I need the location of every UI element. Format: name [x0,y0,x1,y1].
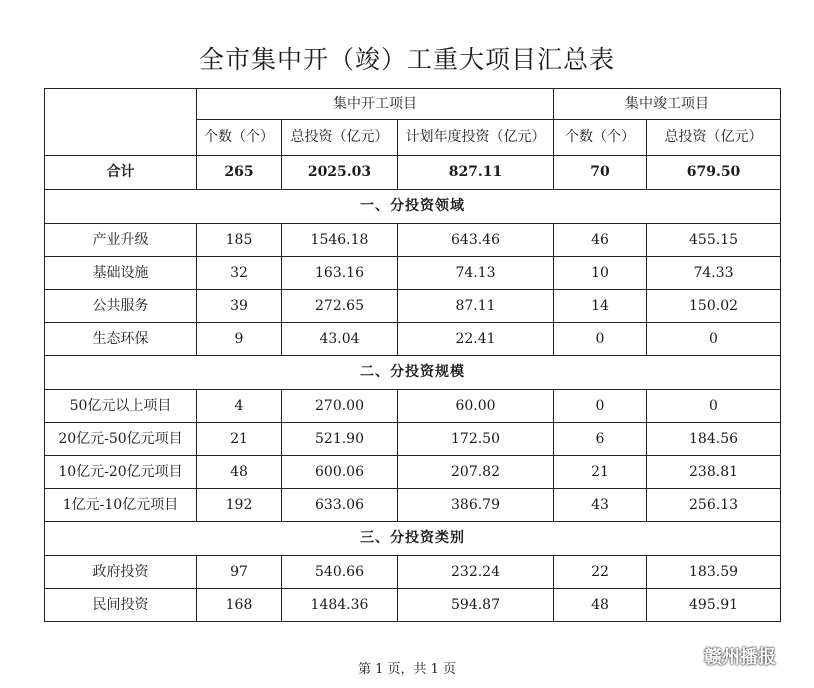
cell-finish-count: 22 [554,556,647,589]
cell-finish-invest: 74.33 [647,257,781,290]
row-label: 10亿元-20亿元项目 [45,456,197,489]
cell-start-count: 97 [197,556,282,589]
header-corner-cell [45,89,197,156]
total-finish-invest: 679.50 [647,156,781,190]
row-label: 50亿元以上项目 [45,390,197,423]
cell-finish-invest: 238.81 [647,456,781,489]
section-header-row [45,522,781,556]
cell-finish-invest: 256.13 [647,489,781,522]
table-row [45,224,781,257]
cell-start-count: 168 [197,589,282,622]
header-finish-invest: 总投资（亿元） [647,120,781,156]
cell-start-invest: 540.66 [282,556,398,589]
cell-plan-invest: 232.24 [398,556,554,589]
cell-finish-count: 0 [554,323,647,356]
cell-start-invest: 633.06 [282,489,398,522]
cell-start-invest: 272.65 [282,290,398,323]
cell-finish-invest: 455.15 [647,224,781,257]
table-row [45,589,781,622]
row-label: 产业升级 [45,224,197,257]
header-finish-count: 个数（个） [554,120,647,156]
cell-plan-invest: 594.87 [398,589,554,622]
cell-plan-invest: 386.79 [398,489,554,522]
total-label: 合计 [45,156,197,190]
cell-finish-count: 43 [554,489,647,522]
wechat-icon [676,645,698,667]
row-label: 民间投资 [45,589,197,622]
cell-finish-count: 48 [554,589,647,622]
header-group-row [45,89,781,120]
cell-plan-invest: 643.46 [398,224,554,257]
page-footer: 第 1 页，共 1 页 [357,662,457,677]
header-plan-invest: 计划年度投资（亿元） [398,120,554,156]
section-title: 一、分投资领域 [45,190,781,224]
cell-finish-count: 0 [554,390,647,423]
cell-start-invest: 163.16 [282,257,398,290]
table-row [45,556,781,589]
cell-finish-invest: 150.02 [647,290,781,323]
cell-plan-invest: 22.41 [398,323,554,356]
header-finish-group: 集中竣工项目 [554,89,781,120]
total-plan-invest: 827.11 [398,156,554,190]
table-row [45,489,781,522]
cell-finish-count: 21 [554,456,647,489]
section-header-row [45,190,781,224]
cell-plan-invest: 87.11 [398,290,554,323]
section-title: 二、分投资规模 [45,356,781,390]
table-row [45,290,781,323]
header-start-group: 集中开工项目 [197,89,554,120]
cell-finish-invest: 183.59 [647,556,781,589]
cell-plan-invest: 74.13 [398,257,554,290]
table-row [45,390,781,423]
cell-start-invest: 1484.36 [282,589,398,622]
cell-finish-invest: 495.91 [647,589,781,622]
cell-start-count: 9 [197,323,282,356]
cell-start-count: 185 [197,224,282,257]
table-row [45,456,781,489]
summary-table [44,88,781,622]
header-start-invest: 总投资（亿元） [282,120,398,156]
section-header-row [45,356,781,390]
row-label: 公共服务 [45,290,197,323]
cell-start-count: 39 [197,290,282,323]
watermark-text: 赣州播报 [704,647,776,668]
row-label: 生态环保 [45,323,197,356]
document-title: 全市集中开（竣）工重大项目汇总表 [198,45,615,74]
cell-start-invest: 1546.18 [282,224,398,257]
cell-plan-invest: 207.82 [398,456,554,489]
cell-start-count: 48 [197,456,282,489]
cell-plan-invest: 60.00 [398,390,554,423]
row-label: 20亿元-50亿元项目 [45,423,197,456]
table-row [45,423,781,456]
cell-start-invest: 521.90 [282,423,398,456]
cell-start-count: 21 [197,423,282,456]
table-row [45,257,781,290]
cell-finish-count: 10 [554,257,647,290]
cell-finish-count: 14 [554,290,647,323]
cell-start-count: 4 [197,390,282,423]
total-finish-count: 70 [554,156,647,190]
header-start-count: 个数（个） [197,120,282,156]
table-row [45,323,781,356]
watermark [676,643,776,669]
cell-finish-count: 46 [554,224,647,257]
cell-start-invest: 270.00 [282,390,398,423]
total-start-count: 265 [197,156,282,190]
section-title: 三、分投资类别 [45,522,781,556]
cell-plan-invest: 172.50 [398,423,554,456]
cell-start-count: 32 [197,257,282,290]
total-start-invest: 2025.03 [282,156,398,190]
row-label: 基础设施 [45,257,197,290]
row-label: 1亿元-10亿元项目 [45,489,197,522]
row-label: 政府投资 [45,556,197,589]
cell-finish-invest: 0 [647,323,781,356]
cell-finish-invest: 0 [647,390,781,423]
total-row [45,156,781,190]
cell-finish-count: 6 [554,423,647,456]
cell-start-invest: 600.06 [282,456,398,489]
cell-start-count: 192 [197,489,282,522]
cell-start-invest: 43.04 [282,323,398,356]
cell-finish-invest: 184.56 [647,423,781,456]
